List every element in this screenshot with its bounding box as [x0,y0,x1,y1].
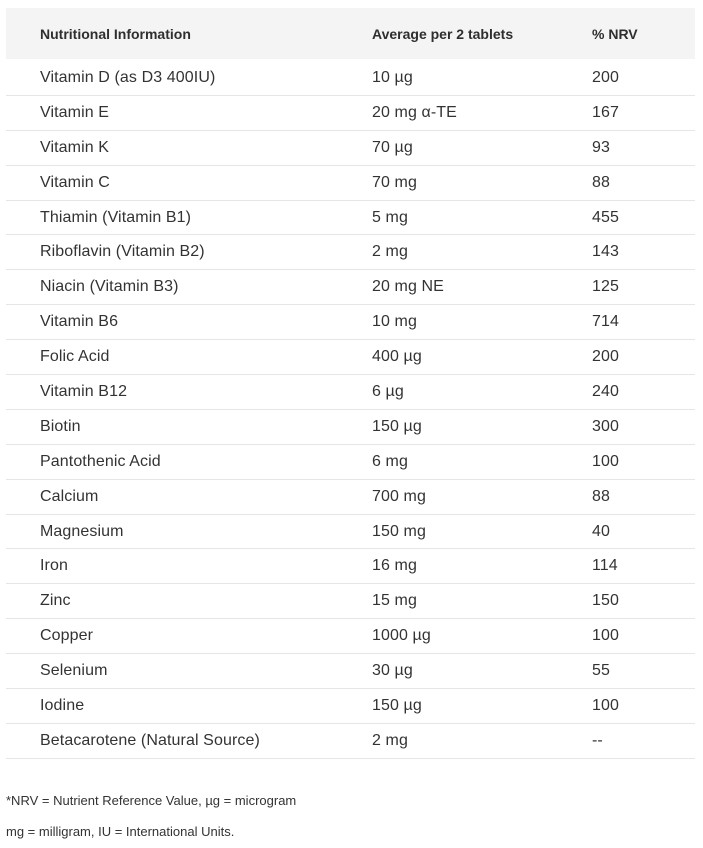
table-row [6,166,695,201]
nrv-cell: 100 [592,452,619,470]
footnote-units: mg = milligram, IU = International Units. [6,824,235,839]
table-row [6,515,695,550]
amount-cell: 15 mg [372,592,417,610]
amount-cell: 1000 µg [372,627,431,645]
nutrient-cell: Iodine [40,696,85,714]
nrv-cell: 200 [592,68,619,86]
nutrient-cell: Niacin (Vitamin B3) [40,278,179,296]
nutrient-cell: Vitamin E [40,103,110,121]
nrv-cell: 88 [592,487,610,505]
table-row [6,305,695,340]
amount-cell: 20 mg NE [372,278,444,296]
nutrient-cell: Magnesium [40,522,124,540]
nrv-cell: 455 [592,208,619,226]
nutrient-cell: Iron [40,557,68,575]
nutrient-cell: Vitamin B6 [40,313,119,331]
nrv-cell: 150 [592,592,619,610]
amount-cell: 2 mg [372,243,408,261]
nrv-cell: 125 [592,278,619,296]
table-row [6,201,695,236]
nutrient-cell: Vitamin D (as D3 400IU) [40,68,216,86]
table-row [6,375,695,410]
table-row [6,724,695,759]
nutrient-cell: Copper [40,627,94,645]
table-row [6,340,695,375]
nutrient-cell: Betacarotene (Natural Source) [40,731,260,749]
nutrition-table [6,8,695,759]
nrv-cell: 167 [592,103,619,121]
header-amount: Average per 2 tablets [372,25,514,42]
nrv-cell: 300 [592,417,619,435]
nutrient-cell: Zinc [40,592,71,610]
table-row [6,689,695,724]
amount-cell: 6 µg [372,382,404,400]
nrv-cell: 100 [592,627,619,645]
nrv-cell: 200 [592,348,619,366]
amount-cell: 20 mg α-TE [372,103,457,121]
nrv-cell: 114 [592,557,618,575]
nutrient-cell: Vitamin B12 [40,382,128,400]
nutrient-cell: Vitamin C [40,173,110,191]
amount-cell: 70 mg [372,173,417,191]
table-row [6,480,695,515]
table-row [6,96,695,131]
nrv-cell: 88 [592,173,610,191]
footnote-nrv: *NRV = Nutrient Reference Value, µg = microgram [6,793,297,808]
table-body [6,59,695,759]
nutrient-cell: Riboflavin (Vitamin B2) [40,243,205,261]
nutrient-cell: Folic Acid [40,348,110,366]
nutrient-cell: Pantothenic Acid [40,452,161,470]
nrv-cell: 55 [592,662,610,680]
nrv-cell: 714 [592,313,619,331]
amount-cell: 150 µg [372,696,422,714]
table-row [6,549,695,584]
table-row [6,61,695,96]
nrv-cell: 40 [592,522,610,540]
nutrient-cell: Selenium [40,662,108,680]
amount-cell: 70 µg [372,138,413,156]
nrv-cell: 93 [592,138,610,156]
table-row [6,584,695,619]
nutrient-cell: Vitamin K [40,138,110,156]
amount-cell: 6 mg [372,452,408,470]
table-row [6,131,695,166]
table-row [6,270,695,305]
table-row [6,619,695,654]
nrv-cell: 100 [592,696,619,714]
table-header [6,8,695,59]
footnotes [6,792,296,848]
nrv-cell: -- [592,731,603,749]
amount-cell: 400 µg [372,348,422,366]
table-row [6,235,695,270]
header-nrv: % NRV [592,25,638,42]
table-row [6,410,695,445]
header-nutrient: Nutritional Information [40,25,191,42]
amount-cell: 2 mg [372,731,408,749]
amount-cell: 30 µg [372,662,413,680]
amount-cell: 10 µg [372,68,413,86]
amount-cell: 16 mg [372,557,417,575]
nrv-cell: 143 [592,243,619,261]
table-row [6,654,695,689]
table-row [6,445,695,480]
nrv-cell: 240 [592,382,619,400]
nutrient-cell: Biotin [40,417,81,435]
nutrient-cell: Thiamin (Vitamin B1) [40,208,192,226]
amount-cell: 150 mg [372,522,426,540]
amount-cell: 150 µg [372,417,422,435]
amount-cell: 5 mg [372,208,408,226]
amount-cell: 700 mg [372,487,426,505]
nutrient-cell: Calcium [40,487,99,505]
amount-cell: 10 mg [372,313,417,331]
